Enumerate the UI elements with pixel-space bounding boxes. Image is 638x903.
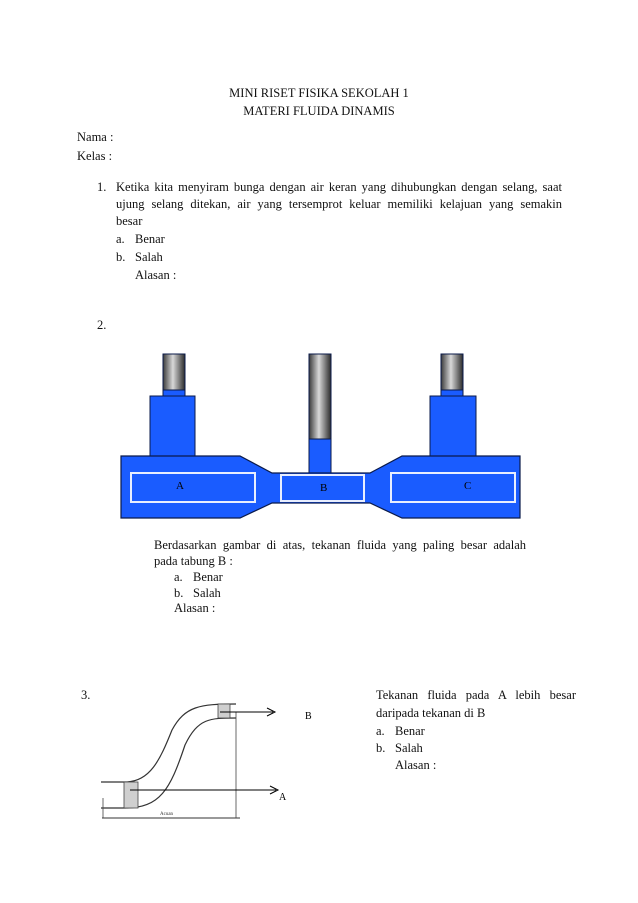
- label-c: C: [464, 480, 472, 492]
- question-3-option-b[interactable]: Salah: [395, 741, 423, 755]
- question-2-reason-label: Alasan :: [174, 601, 216, 615]
- question-2-option-a[interactable]: Benar: [193, 570, 223, 584]
- question-1-option-b[interactable]: Salah: [135, 250, 163, 264]
- question-3-option-b-marker: b.: [376, 741, 386, 755]
- question-3-option-a[interactable]: Benar: [395, 724, 425, 738]
- question-3-line-2: daripada tekanan di B: [376, 706, 486, 720]
- inlet-fluid-block: [124, 782, 138, 808]
- label-a: A: [176, 480, 184, 492]
- question-1-reason-label: Alasan :: [135, 268, 177, 282]
- question-2-line-1: Berdasarkan gambar di atas, tekanan fluida yang paling besar adalah: [154, 538, 526, 552]
- point-b-label: B: [305, 711, 312, 722]
- question-3-number: 3.: [81, 688, 91, 702]
- class-label: Kelas :: [77, 149, 113, 163]
- document-title: MINI RISET FISIKA SEKOLAH 1: [229, 86, 409, 100]
- question-2-line-2: pada tabung B :: [154, 554, 233, 568]
- question-1-line-3: besar: [116, 214, 143, 228]
- point-a-label: A: [279, 792, 287, 803]
- question-1-option-a[interactable]: Benar: [135, 232, 165, 246]
- label-b: B: [320, 482, 328, 494]
- question-1-option-a-marker: a.: [116, 232, 125, 246]
- question-2-option-b-marker: b.: [174, 586, 184, 600]
- question-3-option-a-marker: a.: [376, 724, 385, 738]
- outlet-fluid-block: [218, 704, 230, 718]
- question-1-option-b-marker: b.: [116, 250, 126, 264]
- pipe-lower-wall: [101, 718, 236, 808]
- document-subtitle: MATERI FLUIDA DINAMIS: [243, 104, 395, 118]
- question-1-line-1: Ketika kita menyiram bunga dengan air keran yang dihubungkan dengan selang, saat: [116, 180, 562, 194]
- question-2-number: 2.: [97, 318, 107, 332]
- name-label: Nama :: [77, 130, 114, 144]
- ground-label: Acuan: [160, 812, 174, 817]
- question-2-option-a-marker: a.: [174, 570, 183, 584]
- question-1-number: 1.: [97, 180, 107, 194]
- question-3-line-1: Tekanan fluida pada A lebih besar: [376, 688, 576, 702]
- question-1-line-2: ujung selang ditekan, air yang tersemprot keluar memiliki kelajuan yang semakin: [116, 197, 562, 211]
- question-3-reason-label: Alasan :: [395, 758, 437, 772]
- pipe-upper-wall: [101, 704, 236, 782]
- question-2-option-b[interactable]: Salah: [193, 586, 221, 600]
